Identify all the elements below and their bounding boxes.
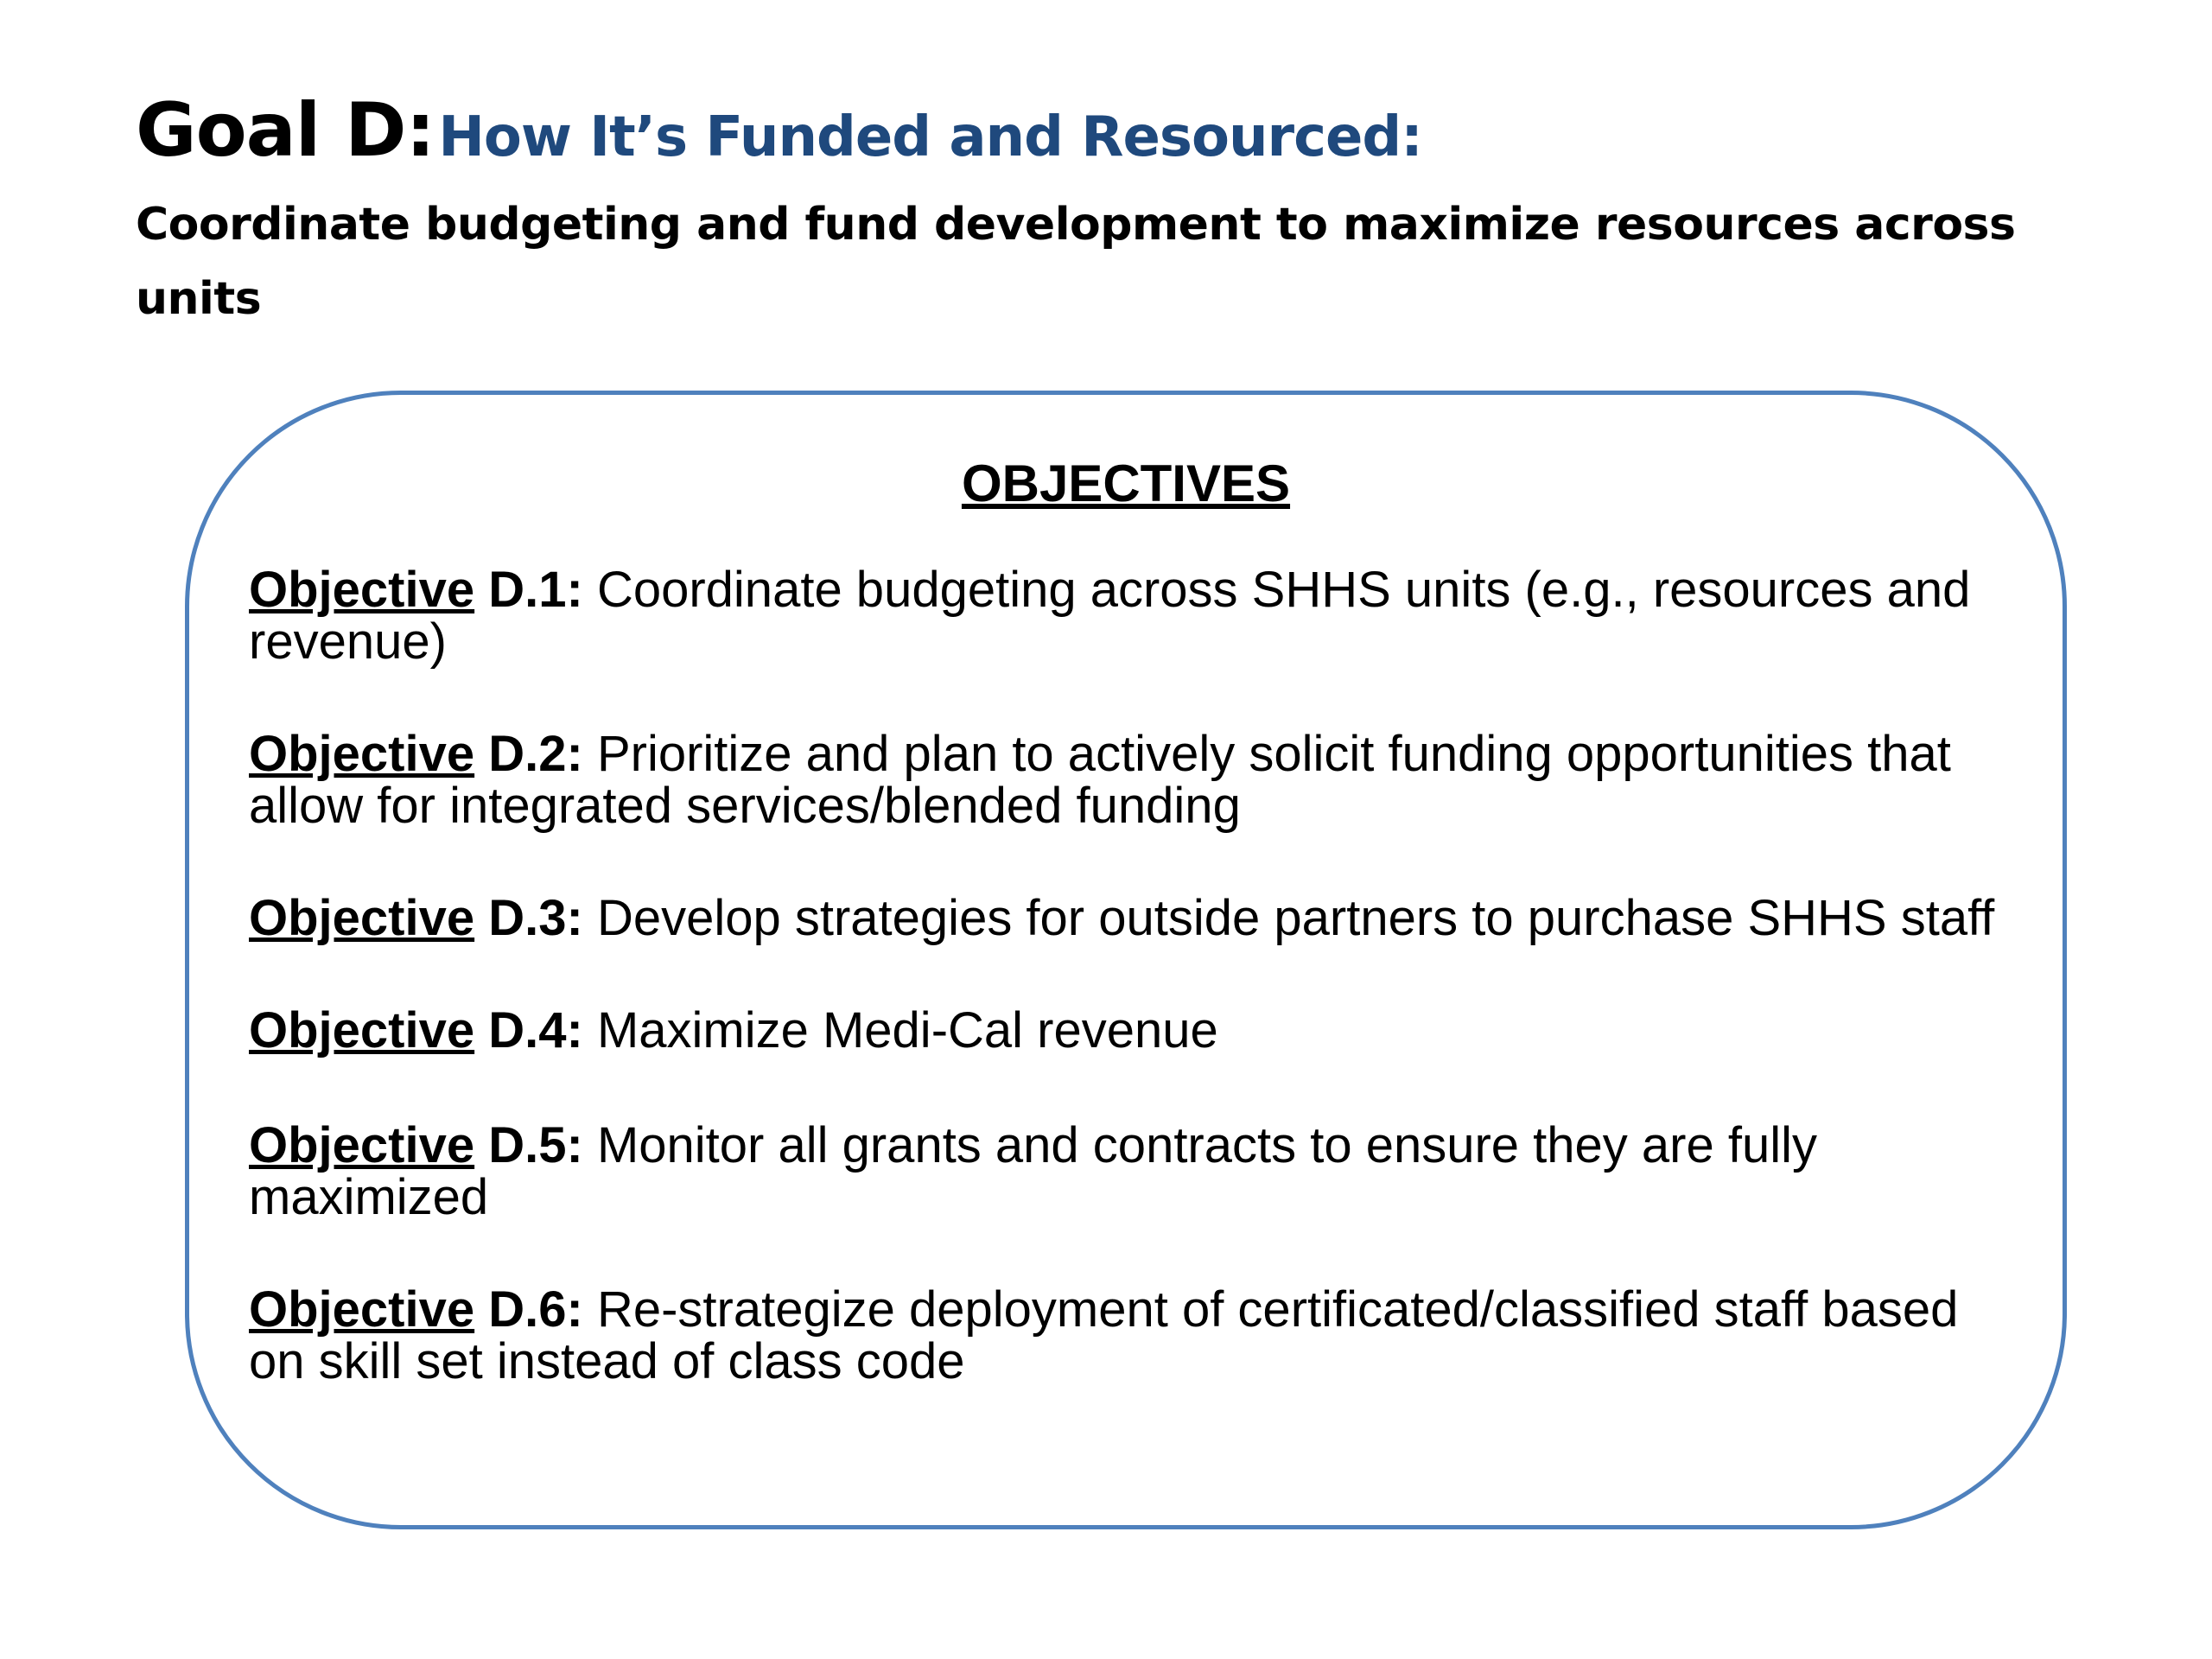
- goal-title: How It’s Funded and Resourced:: [438, 105, 1422, 169]
- goal-subtitle: Coordinate budgeting and fund development to maximize resources across units: [136, 198, 2016, 325]
- objective-text: Develop strategies for outside partners to purchase SHHS staff: [596, 890, 1995, 946]
- slide-title: [136, 87, 2123, 174]
- objective-item-d6: [249, 1281, 2020, 1389]
- objective-item-d2: [249, 728, 2020, 832]
- objective-word: Objective: [249, 890, 475, 946]
- objective-word: Objective: [249, 1117, 475, 1173]
- objective-item-d1: [249, 564, 2020, 668]
- objective-text: Prioritize and plan to actively solicit funding opportunities that allow for integrated services/blended funding: [249, 726, 1951, 834]
- objective-code: D.4:: [488, 1002, 583, 1058]
- objective-item-d4: [249, 1002, 2020, 1058]
- objective-item-d3: [249, 890, 2020, 946]
- objective-code: D.3:: [488, 890, 583, 946]
- objective-text: Maximize Medi-Cal revenue: [596, 1002, 1218, 1058]
- objectives-list: [249, 564, 2020, 1448]
- objective-code: D.5:: [488, 1117, 583, 1173]
- objective-text: Monitor all grants and contracts to ensure they are fully maximized: [249, 1117, 1818, 1225]
- objective-text: Coordinate budgeting across SHHS units (e.g., resources and revenue): [249, 562, 1971, 670]
- objective-word: Objective: [249, 562, 475, 618]
- objective-code: D.2:: [488, 726, 583, 782]
- objective-word: Objective: [249, 726, 475, 782]
- objective-word: Objective: [249, 1281, 475, 1338]
- objective-text: Re-strategize deployment of certificated/classified staff based on skill set instead of class code: [249, 1281, 1959, 1389]
- slide-header: [136, 87, 2123, 336]
- objective-code: D.1:: [488, 562, 583, 618]
- objectives-box: [185, 391, 2067, 1529]
- objective-code: D.6:: [488, 1281, 583, 1338]
- objective-word: Objective: [249, 1002, 475, 1058]
- objectives-heading: OBJECTIVES: [961, 454, 1291, 512]
- goal-label: Goal D:: [136, 87, 435, 174]
- objective-item-d5: [249, 1117, 2020, 1225]
